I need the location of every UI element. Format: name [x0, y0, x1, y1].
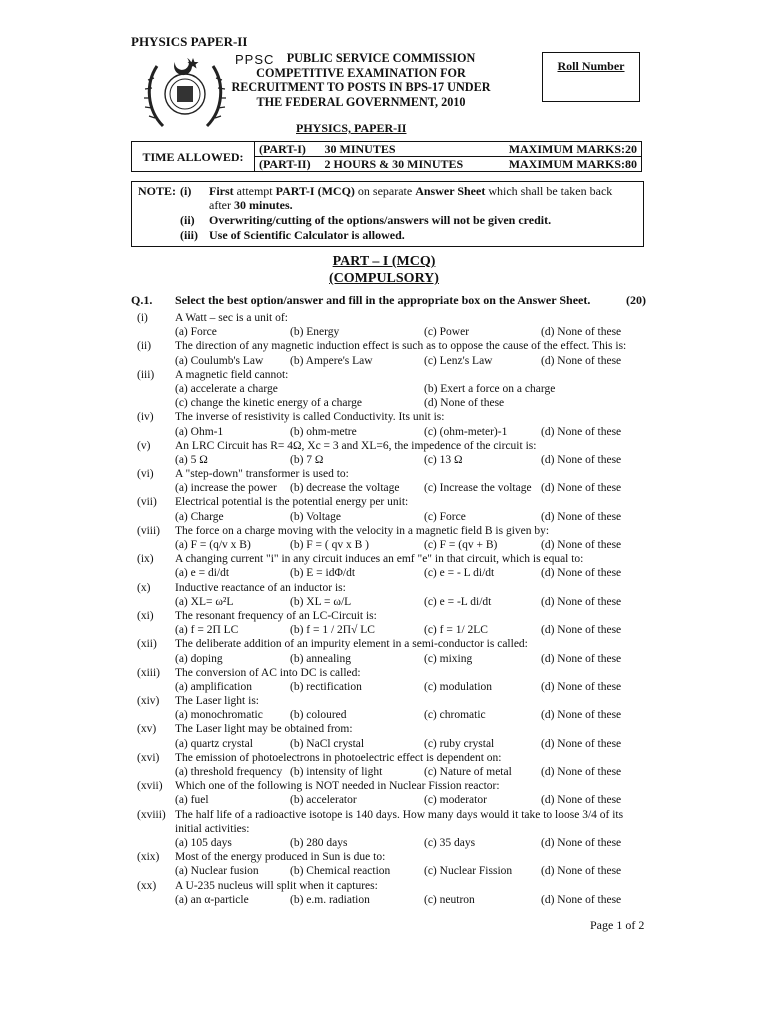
option: (b) Energy — [290, 326, 340, 339]
option: (a) e = di/dt — [175, 567, 230, 580]
option-row — [0, 396, 768, 410]
question-stem: A changing current "i" in any circuit induces an emf "e" in that circuit, which is equal to: — [175, 553, 584, 566]
option: (d) None of these — [541, 709, 622, 722]
question-stem: A "step-down" transformer is used to: — [175, 468, 349, 481]
question-stem: The force on a charge moving with the velocity in a magnetic field B is given by: — [175, 524, 550, 537]
time-allowed-label: TIME ALLOWED: — [132, 142, 255, 172]
question-stem: The Laser light is: — [175, 695, 259, 708]
option: (b) XL = ω/L — [290, 595, 352, 608]
question-line — [0, 439, 768, 453]
question-num: (vi) — [137, 468, 154, 481]
option: (c) Increase the voltage — [424, 482, 532, 495]
title-line-2: COMPETITIVE EXAMINATION FOR — [256, 65, 466, 80]
question-num: (iii) — [137, 368, 155, 381]
option: (d) None of these — [541, 453, 622, 466]
option: (b) coloured — [290, 709, 347, 722]
question-num: (xv) — [137, 723, 157, 736]
question-num: (vii) — [137, 496, 157, 509]
question — [0, 722, 768, 750]
option: (a) accelerate a charge — [175, 382, 278, 395]
option: (b) rectification — [290, 680, 362, 693]
roll-number-label: Roll Number — [557, 59, 625, 73]
question-line — [0, 524, 768, 538]
question — [0, 311, 768, 339]
question-stem: The inverse of resistivity is called Conductivity. Its unit is: — [175, 411, 445, 424]
time-allowed-table — [131, 141, 642, 172]
option-row — [0, 382, 768, 396]
time-row — [255, 142, 396, 157]
q1-num: Q.1. — [131, 293, 153, 307]
note-item-ii: Overwriting/cutting of the options/answers will not be given credit. — [209, 213, 552, 227]
option-row — [0, 652, 768, 666]
option: (b) e.m. radiation — [290, 893, 370, 906]
question-stem: Inductive reactance of an inductor is: — [175, 581, 346, 594]
question-line — [0, 581, 768, 595]
option-row — [0, 893, 768, 907]
question-line — [0, 822, 768, 836]
option: (b) ohm-metre — [290, 425, 357, 438]
page-number: Page 1 of 2 — [590, 918, 645, 932]
option: (a) Force — [175, 326, 217, 339]
max-marks: MAXIMUM MARKS:20 — [373, 142, 642, 157]
option-row — [0, 510, 768, 524]
part-heading: PART – I (MCQ) — [332, 254, 436, 269]
question-num: (xx) — [137, 879, 157, 892]
question-line — [0, 879, 768, 893]
question-stem: A magnetic field cannot: — [175, 368, 289, 381]
question-line — [0, 339, 768, 353]
question-stem: The deliberate addition of an impurity element in a semi-conductor is called: — [175, 638, 528, 651]
option: (a) XL= ω²L — [175, 595, 234, 608]
question-line — [0, 850, 768, 864]
option-row — [0, 481, 768, 495]
question — [0, 339, 768, 367]
option: (a) F = (q/v x B) — [175, 539, 251, 551]
question-stem-cont: initial activities: — [175, 822, 250, 835]
option: (a) f = 2Π LC — [175, 624, 239, 637]
option: (c) Lenz's Law — [424, 354, 493, 367]
question-stem: Most of the energy produced in Sun is due to: — [175, 851, 386, 864]
option: (c) ruby crystal — [424, 737, 495, 750]
option: (c) moderator — [424, 794, 487, 807]
question — [0, 495, 768, 523]
question — [0, 581, 768, 609]
option: (b) Chemical reaction — [290, 865, 391, 878]
question — [0, 467, 768, 495]
title-line-3: RECRUITMENT TO POSTS IN BPS-17 UNDER — [231, 80, 491, 94]
option-row — [0, 354, 768, 368]
question-num: (xvi) — [137, 751, 160, 764]
option-row — [0, 425, 768, 439]
question-line — [0, 779, 768, 793]
option: (b) decrease the voltage — [290, 482, 400, 495]
question-stem: Which one of the following is NOT needed in Nuclear Fission reactor: — [175, 780, 500, 793]
part-subheading: (COMPULSORY) — [329, 271, 439, 286]
option: (a) Coulumb's Law — [175, 354, 264, 367]
part-label: (PART-II) — [259, 157, 311, 171]
option-row — [0, 623, 768, 637]
question — [0, 368, 768, 411]
option: (c) modulation — [424, 680, 493, 693]
question-num: (viii) — [137, 524, 160, 537]
question-stem: The conversion of AC into DC is called: — [175, 666, 361, 679]
option-row — [0, 708, 768, 722]
part-label: (PART-I) — [259, 142, 306, 156]
paper-title: PHYSICS, PAPER-II — [296, 121, 407, 135]
duration: 30 MINUTES — [324, 142, 396, 156]
question-line — [0, 495, 768, 509]
option: (c) change the kinetic energy of a charge — [175, 397, 362, 410]
note-item-iii: Use of Scientific Calculator is allowed. — [209, 228, 405, 242]
question-stem: The resonant frequency of an LC-Circuit is: — [175, 609, 377, 622]
question-num: (xiii) — [137, 666, 160, 679]
question — [0, 751, 768, 779]
option: (a) threshold frequency — [175, 766, 283, 778]
question-line — [0, 637, 768, 651]
exam-title — [222, 51, 500, 109]
question-num: (v) — [137, 439, 151, 452]
option: (d) None of these — [541, 794, 622, 807]
question-stem: Electrical potential is the potential energy per unit: — [175, 496, 409, 509]
question-num: (xi) — [137, 609, 154, 622]
option-row — [0, 765, 768, 779]
option: (d) None of these — [541, 737, 622, 750]
question-num: (x) — [137, 581, 151, 594]
option: (b) NaCl crystal — [290, 737, 365, 750]
option: (a) 105 days — [175, 836, 232, 849]
note-item-i: First attempt PART-I (MCQ) on separate Answer Sheet which shall be taken back — [209, 184, 613, 198]
option: (b) f = 1 / 2Π√ LC — [290, 624, 375, 637]
question — [0, 694, 768, 722]
question-stem: A U-235 nucleus will split when it captures: — [175, 879, 378, 892]
option: (c) e = - L di/dt — [424, 567, 495, 580]
option: (c) Power — [424, 326, 470, 339]
note-item-i-cont: after 30 minutes. — [209, 198, 293, 212]
option: (a) Nuclear fusion — [175, 865, 259, 878]
option-row — [0, 680, 768, 694]
note-num: (ii) — [180, 213, 195, 227]
option: (d) None of these — [541, 482, 622, 495]
option: (b) accelerator — [290, 794, 357, 807]
question-num: (xiv) — [137, 695, 160, 708]
option: (d) None of these — [541, 595, 622, 608]
option: (d) None of these — [541, 766, 622, 778]
option: (d) None of these — [541, 680, 622, 693]
option: (d) None of these — [424, 397, 505, 410]
ppsc-label: PPSC — [235, 52, 275, 67]
question-num: (xii) — [137, 638, 157, 651]
option: (d) None of these — [541, 510, 622, 523]
option: (a) quartz crystal — [175, 737, 253, 750]
question-line — [0, 467, 768, 481]
option: (c) Nature of metal — [424, 766, 512, 778]
option: (c) f = 1/ 2LC — [424, 624, 488, 637]
question-line — [0, 694, 768, 708]
option: (c) 13 Ω — [424, 453, 463, 466]
question-stem: The direction of any magnetic induction effect is such as to oppose the cause of the effect. This is: — [175, 340, 627, 353]
option: (b) Ampere's Law — [290, 354, 373, 367]
option: (a) increase the power — [175, 482, 277, 495]
question-stem: The emission of photoelectrons in photoelectric effect is dependent on: — [175, 751, 502, 764]
question-line — [0, 666, 768, 680]
option: (d) None of these — [541, 326, 622, 339]
question — [0, 524, 768, 552]
question-num: (i) — [137, 312, 148, 324]
question-line — [0, 808, 768, 822]
option: (b) E = idΦ/dt — [290, 567, 356, 580]
question-num: (ii) — [137, 340, 152, 353]
option: (c) chromatic — [424, 709, 486, 722]
option: (b) Voltage — [290, 510, 341, 523]
option-row — [0, 453, 768, 467]
option: (a) amplification — [175, 680, 252, 693]
option: (c) 35 days — [424, 836, 476, 849]
option: (b) Exert a force on a charge — [424, 382, 556, 395]
question-num: (xix) — [137, 851, 160, 864]
question — [0, 850, 768, 878]
question — [0, 666, 768, 694]
option-row — [0, 864, 768, 878]
title-line-1: PUBLIC SERVICE COMMISSION — [286, 51, 476, 65]
option: (d) None of these — [541, 425, 622, 438]
question — [0, 879, 768, 907]
note-label: NOTE: — [138, 184, 177, 198]
question-line — [0, 609, 768, 623]
question — [0, 410, 768, 438]
option: (b) 280 days — [290, 836, 348, 849]
q1-marks: (20) — [626, 293, 646, 307]
option: (c) e = -L di/dt — [424, 595, 492, 608]
note-num: (iii) — [180, 228, 198, 242]
question-line — [0, 311, 768, 325]
option-row — [0, 737, 768, 751]
question — [0, 609, 768, 637]
duration: 2 HOURS & 30 MINUTES — [324, 157, 464, 171]
note-num: (i) — [180, 184, 192, 198]
option: (d) None of these — [541, 624, 622, 637]
option: (a) 5 Ω — [175, 453, 208, 466]
time-row — [255, 157, 464, 172]
option: (c) neutron — [424, 893, 475, 906]
question-line — [0, 751, 768, 765]
question — [0, 439, 768, 467]
option: (b) 7 Ω — [290, 453, 324, 466]
question — [0, 552, 768, 580]
question-line — [0, 410, 768, 424]
question-stem: The Laser light may be obtained from: — [175, 723, 353, 736]
option: (c) Nuclear Fission — [424, 865, 513, 878]
option: (c) Force — [424, 510, 466, 523]
question-stem: The half life of a radioactive isotope is 140 days. How many days would it take to loose 3/4 of its — [175, 808, 624, 821]
max-marks: MAXIMUM MARKS:80 — [373, 157, 642, 172]
option: (b) annealing — [290, 652, 351, 665]
option-row — [0, 325, 768, 339]
option: (d) None of these — [541, 539, 622, 551]
questions-list — [0, 311, 768, 907]
question-stem: A Watt – sec is a unit of: — [175, 312, 288, 324]
option: (a) doping — [175, 652, 223, 665]
option-row — [0, 793, 768, 807]
paper-top-label: PHYSICS PAPER-II — [131, 34, 248, 49]
option: (b) F = ( qv x B ) — [290, 539, 369, 551]
question — [0, 637, 768, 665]
option-row — [0, 595, 768, 609]
question-num: (iv) — [137, 411, 154, 424]
question-num: (xviii) — [137, 808, 166, 821]
option-row — [0, 538, 768, 552]
ppsc-emblem-icon — [143, 48, 227, 132]
question-line — [0, 722, 768, 736]
option: (d) None of these — [541, 652, 622, 665]
question-num: (xvii) — [137, 780, 163, 793]
option: (c) mixing — [424, 652, 473, 665]
option: (b) intensity of light — [290, 766, 383, 778]
option: (d) None of these — [541, 865, 622, 878]
option: (a) Ohm-1 — [175, 425, 224, 438]
option: (d) None of these — [541, 354, 622, 367]
option: (c) F = (qv + B) — [424, 539, 498, 551]
question-stem: An LRC Circuit has R= 4Ω, Xc = 3 and XL=6, the impedence of the circuit is: — [175, 439, 537, 452]
option: (c) (ohm-meter)-1 — [424, 425, 508, 438]
roll-number-box — [542, 52, 640, 102]
option: (a) Charge — [175, 510, 224, 523]
question — [0, 779, 768, 807]
note-box — [131, 181, 644, 247]
question-line — [0, 368, 768, 382]
option: (d) None of these — [541, 893, 622, 906]
option: (a) monochromatic — [175, 709, 263, 722]
option-row — [0, 836, 768, 850]
question-line — [0, 552, 768, 566]
q1-instruction: Select the best option/answer and fill in the appropriate box on the Answer Sheet. — [175, 293, 591, 307]
title-line-4: THE FEDERAL GOVERNMENT, 2010 — [256, 94, 466, 109]
question — [0, 808, 768, 851]
option: (a) an α-particle — [175, 893, 249, 906]
option-row — [0, 566, 768, 580]
option: (d) None of these — [541, 567, 622, 580]
option: (d) None of these — [541, 836, 622, 849]
option: (a) fuel — [175, 794, 209, 807]
question-num: (ix) — [137, 553, 154, 566]
